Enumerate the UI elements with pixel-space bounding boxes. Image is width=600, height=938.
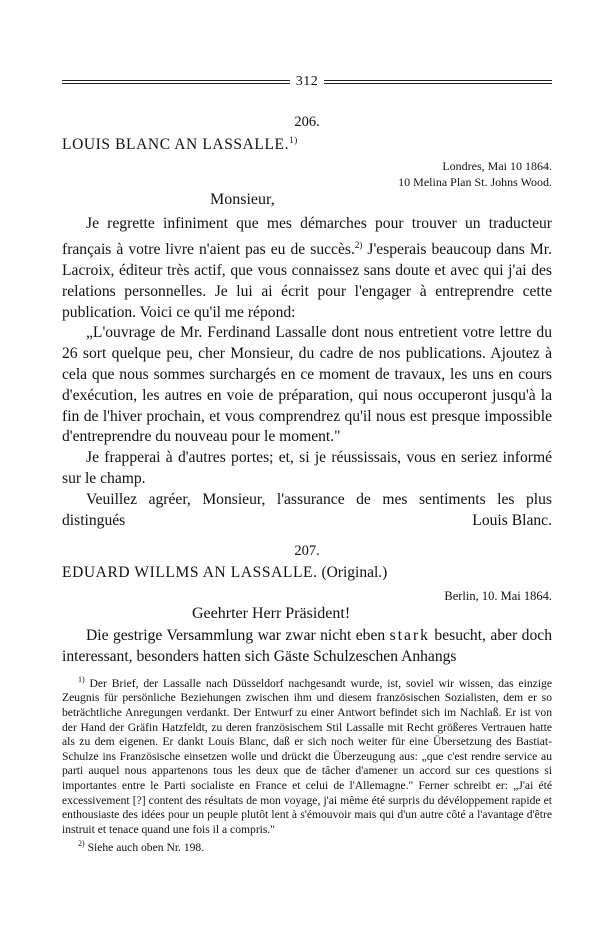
letter-title-text: LOUIS BLANC AN LASSALLE. (62, 136, 290, 154)
salutation: Monsieur, (210, 191, 275, 209)
emphasized-word: stark (389, 627, 430, 645)
document-page (62, 72, 552, 856)
signature: Louis Blanc. (472, 511, 552, 529)
salutation: Geehrter Herr Präsident! (192, 605, 351, 623)
quoted-paragraph: „L'ouvrage de Mr. Ferdinand Lassalle dont nous entretient votre lettre du 26 sort quelque peu, cher Monsieur, du cadre de nos publications. Ajoutez à cela que nous sommes surchargés en ce moment de travaux, les uns en cours d'exécution, les autres en voie de préparation, qui nous occuperont jusqu'à la fin de l'hiver prochain, et vous comprendrez qu'il nous est presque impossible d'entreprendre du nouveau pour le moment." (62, 324, 552, 446)
letter-number: 207. (294, 543, 320, 560)
letter-number: 206. (294, 114, 320, 130)
header-rule-right (324, 80, 552, 84)
page-number: 312 (295, 74, 319, 89)
place-date: Londres, Mai 10 1864. (442, 159, 552, 174)
closing-line (62, 511, 552, 532)
paragraph (62, 626, 552, 668)
footnote-mark: 1) (78, 674, 85, 684)
footnote (62, 673, 552, 837)
footnote (62, 837, 552, 855)
paragraph-text: J'esperais beaucoup dans Mr. Lacroix, éditeur très actif, que vous connaissez sans doute et avec qui j'ai des relations personnelles. Je lui ai écrit pour l'engager à entreprendre cette publication. Voici ce qu'il me répond: (62, 241, 552, 321)
footnotes (62, 673, 552, 856)
paragraph: Veuillez agréer, Monsieur, l'assurance de mes sentiments les plus (86, 490, 552, 508)
letter-body (62, 626, 552, 668)
paragraph (62, 214, 552, 323)
footnote-text: Der Brief, der Lassalle nach Düsseldorf nachgesandt wurde, ist, soviel wir wissen, das einzige Zeugnis für persönliche Beziehungen zwischen ihm und diesem französischen Sozialisten, dem er so beträchtliche Anregungen verdankt. Der Entwurf zu einer Antwort befindet sich im Nachlaß. Er ist von der Hand der Gräfin Hatzfeldt, zu deren französischem Stil Lassalle mit Recht größeres Vertrauen hatte als zu dem eigenen. Er dankt Louis Blanc, daß er sich noch weiter für eine Übersetzung des Bastiat-Schulze ins Französische einsetzen wolle und drückt die Überzeugung aus: „que c'est rendre service au parti auquel nous appartenons tous les deux que de tâcher d'amener un accord sur ces questions si importantes entre le Parti socialiste en France et celui de l'Allemagne." Ferner schreibt er: „J'ai été excessivement [?] content des résultats de mon voyage, j'ai même été surpris du dévéloppement rapide et enthousiaste des idées pour un peuple plutôt lent à s'émouvoir mais qui d'un autre côté a l'avantage d'être instruit et tenace quand une fois il a compris." (62, 676, 552, 836)
paragraph-text: Die gestrige Versammlung war zwar nicht eben (86, 627, 390, 645)
paragraph-text: Je regrette infiniment que mes démarches pour trouver un traducteur français à votre livre n'aient pas eu de succès. (62, 215, 552, 259)
closing-word: distingués (62, 511, 126, 529)
footnote-ref: 2) (354, 239, 363, 250)
letter-title (62, 564, 552, 582)
paragraph: Je frapperai à d'autres portes; et, si je réussissais, vous en seriez informé sur le champ. (62, 449, 552, 487)
header-rule-left (62, 80, 290, 84)
page-header (62, 72, 552, 92)
paragraph-text: besucht, aber doch interessant, besonders hatten sich Gäste Schulzeschen Anhangs (62, 627, 552, 666)
letter-body (62, 214, 552, 531)
footnote-text: Siehe auch oben Nr. 198. (84, 841, 205, 855)
footnote-ref: 1) (289, 135, 298, 145)
letter-title (62, 135, 552, 154)
letter-title-suffix: (Original.) (317, 564, 388, 582)
footnote-mark: 2) (78, 839, 85, 849)
place-date: Berlin, 10. Mai 1864. (444, 589, 552, 604)
address: 10 Melina Plan St. Johns Wood. (398, 175, 552, 190)
letter-title-text: EDUARD WILLMS AN LASSALLE. (62, 564, 318, 582)
